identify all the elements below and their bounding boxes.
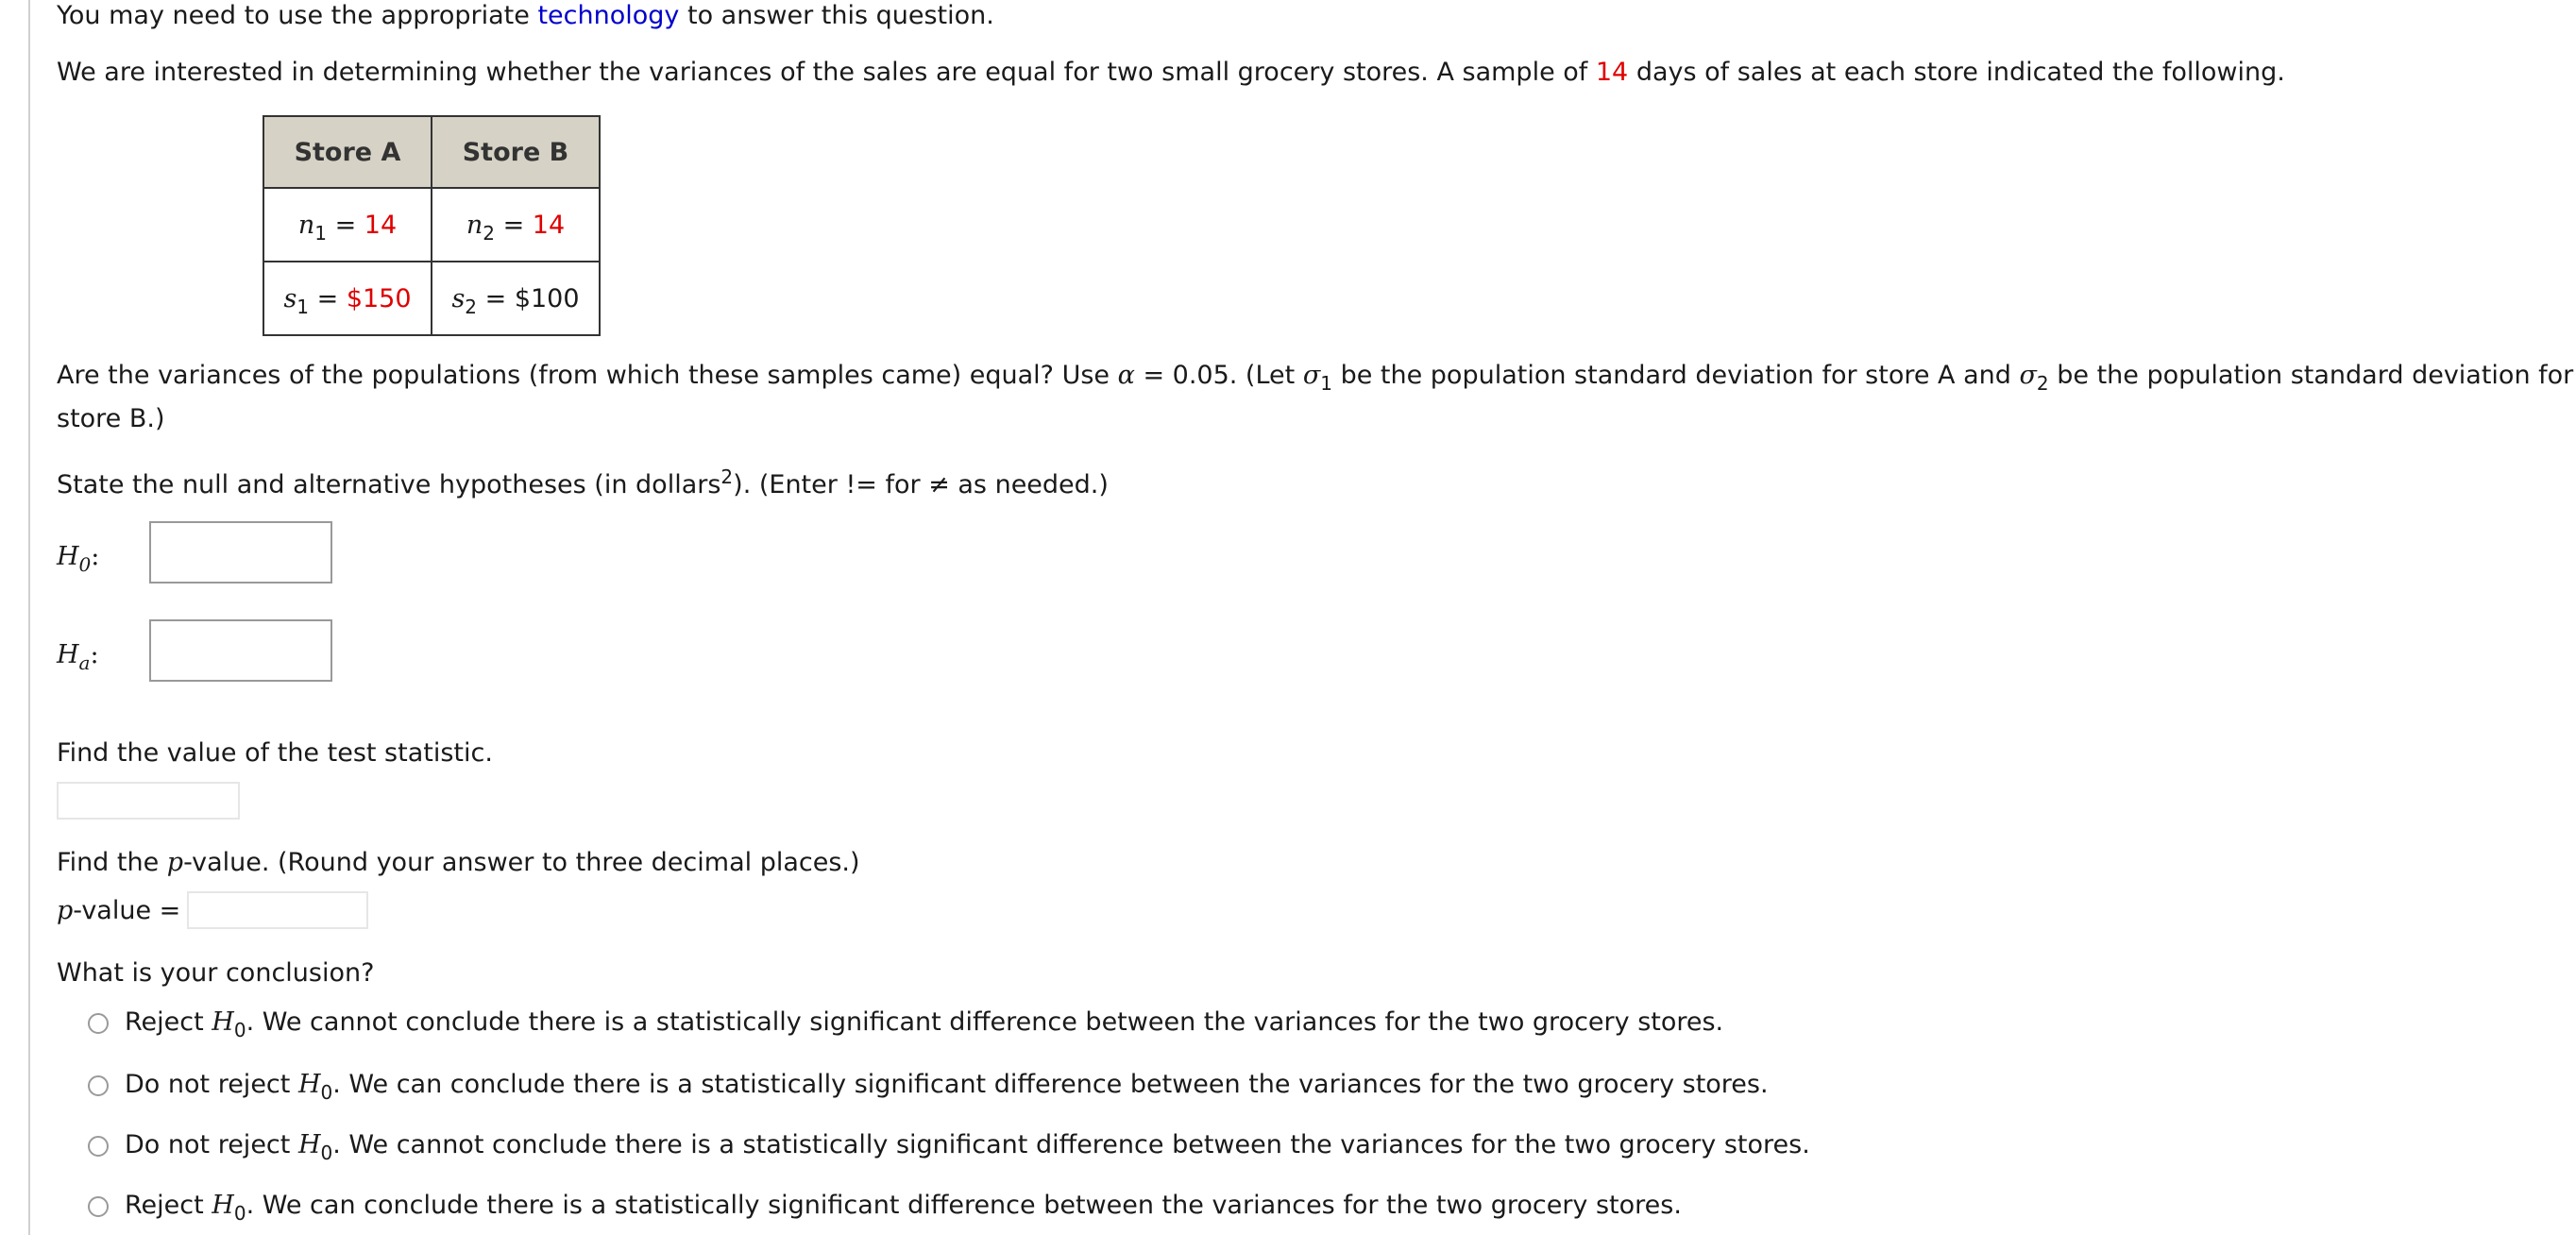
pvalue-input[interactable] bbox=[187, 891, 368, 929]
s1-var: s bbox=[283, 283, 297, 313]
n1-cell bbox=[263, 188, 432, 262]
n2-cell bbox=[432, 188, 600, 262]
option-1-before: Reject bbox=[125, 1007, 212, 1037]
option-4-h-sub: 0 bbox=[233, 1202, 246, 1225]
question-part1: Are the variances of the populations (from which these samples came) equal? Use bbox=[57, 361, 1118, 390]
s2-sub: 2 bbox=[465, 295, 478, 318]
store-data-table bbox=[263, 115, 601, 336]
pvalue-prompt-p: p bbox=[166, 848, 184, 877]
option-1-h-sub: 0 bbox=[233, 1019, 246, 1041]
option-3-h: H bbox=[297, 1130, 321, 1159]
n2-eq: = bbox=[494, 210, 533, 240]
question-part4: be the population standard deviation for bbox=[2048, 361, 2574, 390]
squared-superscript: 2 bbox=[720, 465, 734, 488]
store-a-header: Store A bbox=[263, 116, 432, 188]
conclusion-radio-1[interactable] bbox=[88, 1013, 109, 1034]
option-2-after: . We can conclude there is a statistically significant difference between the variances for the two grocery stores. bbox=[332, 1070, 1769, 1099]
intro-text-after: to answer this question. bbox=[679, 1, 994, 30]
s1-value: $150 bbox=[346, 283, 412, 313]
sample-days-value: 14 bbox=[1595, 58, 1629, 87]
alpha-symbol: α bbox=[1117, 361, 1135, 390]
intro-line bbox=[57, 0, 994, 32]
s2-cell bbox=[432, 262, 600, 335]
conclusion-option-2[interactable] bbox=[125, 1069, 1769, 1104]
option-3-h-sub: 0 bbox=[320, 1142, 333, 1164]
h0-colon: : bbox=[91, 542, 100, 571]
left-border bbox=[28, 0, 30, 1235]
ha-colon: : bbox=[90, 640, 99, 669]
h0-input[interactable] bbox=[149, 521, 332, 584]
sigma1-sub: 1 bbox=[1320, 372, 1332, 395]
s1-cell bbox=[263, 262, 432, 335]
problem-text-after: days of sales at each store indicated the following. bbox=[1628, 58, 2285, 87]
intro-text-before: You may need to use the appropriate bbox=[57, 1, 538, 30]
s1-sub: 1 bbox=[297, 295, 310, 318]
h0-var: H bbox=[57, 542, 79, 571]
option-1-after: . We cannot conclude there is a statistically significant difference between the variances for the two grocery stores. bbox=[246, 1007, 1724, 1037]
option-2-h-sub: 0 bbox=[320, 1081, 333, 1104]
pvalue-label bbox=[57, 895, 180, 927]
n1-eq: = bbox=[326, 210, 364, 240]
pvalue-prompt-before: Find the bbox=[57, 848, 167, 877]
sigma2-symbol: σ bbox=[2019, 361, 2037, 390]
n1-value: 14 bbox=[364, 210, 398, 240]
n1-var: n bbox=[297, 210, 315, 240]
option-3-after: . We cannot conclude there is a statistically significant difference between the variances for the two grocery stores. bbox=[332, 1130, 1810, 1159]
conclusion-option-1[interactable] bbox=[125, 1007, 1723, 1039]
variance-question-line1 bbox=[57, 360, 2574, 395]
option-1-h: H bbox=[212, 1007, 234, 1037]
conclusion-option-4[interactable] bbox=[125, 1190, 1682, 1225]
sigma1-symbol: σ bbox=[1302, 361, 1321, 390]
table-header-row bbox=[263, 116, 600, 188]
n2-var: n bbox=[466, 210, 483, 240]
ha-label bbox=[57, 640, 99, 674]
sigma2-sub: 2 bbox=[2036, 372, 2049, 395]
table-row-sample-size bbox=[263, 188, 600, 262]
ha-sub: a bbox=[78, 651, 91, 674]
pvalue-prompt-after: -value. (Round your answer to three decimal places.) bbox=[183, 848, 860, 877]
option-2-h: H bbox=[297, 1070, 321, 1099]
pvalue-label-p: p bbox=[57, 896, 74, 925]
hyp-instruction-before: State the null and alternative hypotheses (in dollars bbox=[57, 470, 721, 499]
problem-statement bbox=[57, 57, 2285, 89]
ha-var: H bbox=[57, 640, 79, 669]
problem-text-before: We are interested in determining whether the variances of the sales are equal for two small grocery stores. A sample of bbox=[57, 58, 1596, 87]
conclusion-radio-4[interactable] bbox=[88, 1196, 109, 1217]
question-part3: be the population standard deviation for store A and bbox=[1331, 361, 2020, 390]
n2-sub: 2 bbox=[483, 221, 495, 245]
conclusion-prompt: What is your conclusion? bbox=[57, 958, 375, 988]
test-statistic-input[interactable] bbox=[57, 782, 240, 820]
h0-label bbox=[57, 542, 100, 576]
s2-value: $100 bbox=[514, 283, 580, 313]
option-2-before: Do not reject bbox=[125, 1070, 298, 1099]
test-statistic-prompt: Find the value of the test statistic. bbox=[57, 738, 493, 768]
hypotheses-instruction bbox=[57, 465, 1109, 501]
pvalue-prompt bbox=[57, 847, 860, 879]
hyp-instruction-after: ). (Enter != for ≠ as needed.) bbox=[733, 470, 1109, 499]
technology-link[interactable]: technology bbox=[537, 1, 680, 30]
conclusion-option-3[interactable] bbox=[125, 1129, 1810, 1164]
pvalue-label-after: -value = bbox=[73, 896, 181, 925]
s1-eq: = bbox=[309, 283, 347, 313]
option-4-before: Reject bbox=[125, 1191, 212, 1220]
s2-eq: = bbox=[477, 283, 515, 313]
store-b-header: Store B bbox=[432, 116, 600, 188]
s2-var: s bbox=[451, 283, 466, 313]
option-4-after: . We can conclude there is a statistically significant difference between the variances for the two grocery stores. bbox=[246, 1191, 1682, 1220]
conclusion-radio-3[interactable] bbox=[88, 1136, 109, 1157]
n2-value: 14 bbox=[532, 210, 566, 240]
option-3-before: Do not reject bbox=[125, 1130, 298, 1159]
ha-input[interactable] bbox=[149, 619, 332, 682]
n1-sub: 1 bbox=[314, 221, 327, 245]
h0-sub: 0 bbox=[78, 553, 92, 576]
variance-question-line2: store B.) bbox=[57, 404, 165, 433]
table-row-std-dev bbox=[263, 262, 600, 335]
question-part2: = 0.05. (Let bbox=[1134, 361, 1303, 390]
conclusion-radio-2[interactable] bbox=[88, 1075, 109, 1096]
option-4-h: H bbox=[212, 1191, 234, 1220]
